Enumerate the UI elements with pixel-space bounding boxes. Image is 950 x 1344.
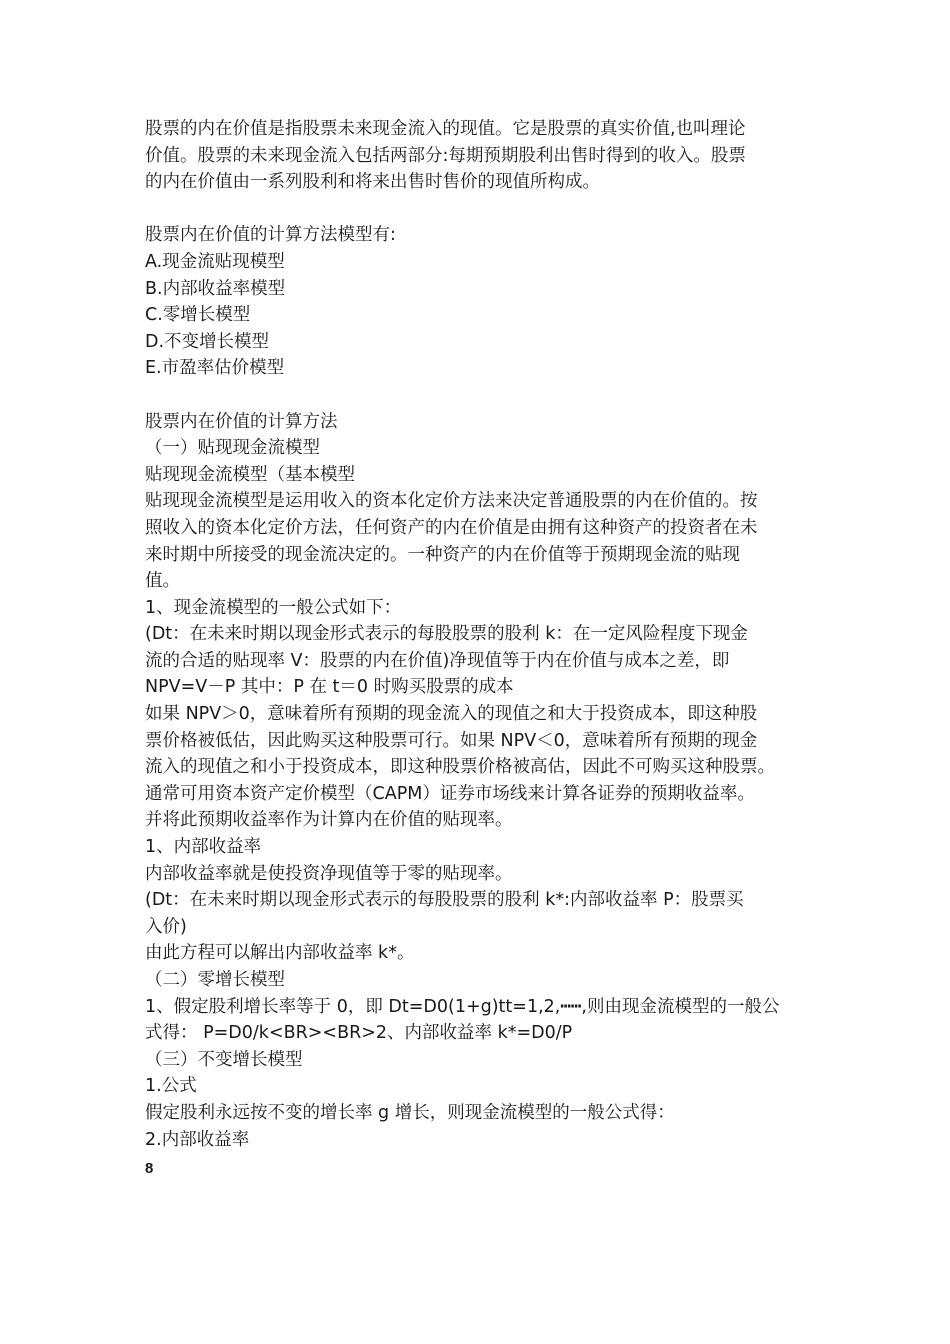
text-line: 1、现金流模型的一般公式如下： — [145, 597, 402, 618]
text-line: 入价) — [145, 916, 187, 937]
text-line: 如果 NPV＞0，意味着所有预期的现金流入的现值之和大于投资成本，即这种股 — [145, 704, 758, 725]
text-line: 股票内在价值的计算方法模型有: — [145, 225, 396, 246]
text-line: 2.内部收益率 — [145, 1129, 250, 1150]
text-line: NPV=V－P 其中：P 在 t＝0 时购买股票的成本 — [145, 677, 514, 698]
text-line: 票价格被低估，因此购买这种股票可行。如果 NPV＜0，意味着所有预期的现金 — [145, 730, 758, 751]
paragraph — [145, 222, 810, 382]
text-line: 照收入的资本化定价方法，任何资产的内在价值是由拥有这种资产的投资者在未 — [145, 517, 758, 538]
text-line: 来时期中所接受的现金流决定的。一种资产的内在价值等于预期现金流的贴现 — [145, 544, 740, 565]
text-line: 1、内部收益率 — [145, 837, 262, 858]
paragraph — [145, 116, 810, 196]
text-line: 由此方程可以解出内部收益率 k*。 — [145, 943, 415, 964]
text-line: 流的合适的贴现率 V：股票的内在价值)净现值等于内在价值与成本之差，即 — [145, 650, 730, 671]
text-line: 贴现现金流模型是运用收入的资本化定价方法来决定普通股票的内在价值的。按 — [145, 491, 758, 512]
paragraph-gap — [145, 196, 810, 223]
text-line: （二）零增长模型 — [145, 970, 285, 990]
text-line: （一）贴现现金流模型 — [145, 438, 320, 459]
text-line: C.零增长模型 — [145, 305, 251, 326]
text-line: A.现金流贴现模型 — [145, 251, 285, 272]
text-line: 式得： P=D0/k<BR><BR>2、内部收益率 k*=D0/P — [145, 1023, 573, 1044]
text-line: 内部收益率就是使投资净现值等于零的贴现率。 — [145, 863, 513, 884]
paragraph-gap — [145, 382, 810, 409]
text-line: (Dt：在未来时期以现金形式表示的每股股票的股利 k：在一定风险程度下现金 — [145, 624, 748, 645]
text-line: 值。 — [145, 571, 180, 592]
text-line: 假定股利永远按不变的增长率 g 增长，则现金流模型的一般公式得： — [145, 1102, 675, 1123]
paragraph — [145, 409, 810, 1154]
text-line: 流入的现值之和小于投资成本，即这种股票价格被高估，因此不可购买这种股票。 — [145, 757, 775, 778]
text-line: 1.公式 — [145, 1076, 197, 1097]
text-line: 股票内在价值的计算方法 — [145, 411, 338, 432]
text-line: 价值。股票的未来现金流入包括两部分:每期预期股利出售时得到的收入。股票 — [145, 145, 746, 166]
text-line: 通常可用资本资产定价模型（CAPM）证券市场线来计算各证券的预期收益率。 — [145, 783, 755, 804]
text-line: B.内部收益率模型 — [145, 278, 286, 299]
page-number: 8 — [145, 1160, 154, 1177]
text-line: 股票的内在价值是指股票未来现金流入的现值。它是股票的真实价值,也叫理论 — [145, 119, 746, 139]
text-line: 贴现现金流模型（基本模型 — [145, 464, 355, 485]
text-line: 的内在价值由一系列股利和将来出售时售价的现值所构成。 — [145, 172, 600, 193]
text-line: 并将此预期收益率作为计算内在价值的贴现率。 — [145, 810, 513, 831]
text-line: 1、假定股利增长率等于 0，即 Dt=D0(1+g)tt=1,2,┅┅,则由现金流模型的一般公 — [145, 996, 780, 1017]
document-body — [145, 116, 810, 1153]
text-line: (Dt：在未来时期以现金形式表示的每股股票的股利 k*:内部收益率 P：股票买 — [145, 890, 744, 911]
text-line: （三）不变增长模型 — [145, 1049, 303, 1070]
text-line: E.市盈率估价模型 — [145, 358, 285, 379]
text-line: D.不变增长模型 — [145, 331, 270, 352]
